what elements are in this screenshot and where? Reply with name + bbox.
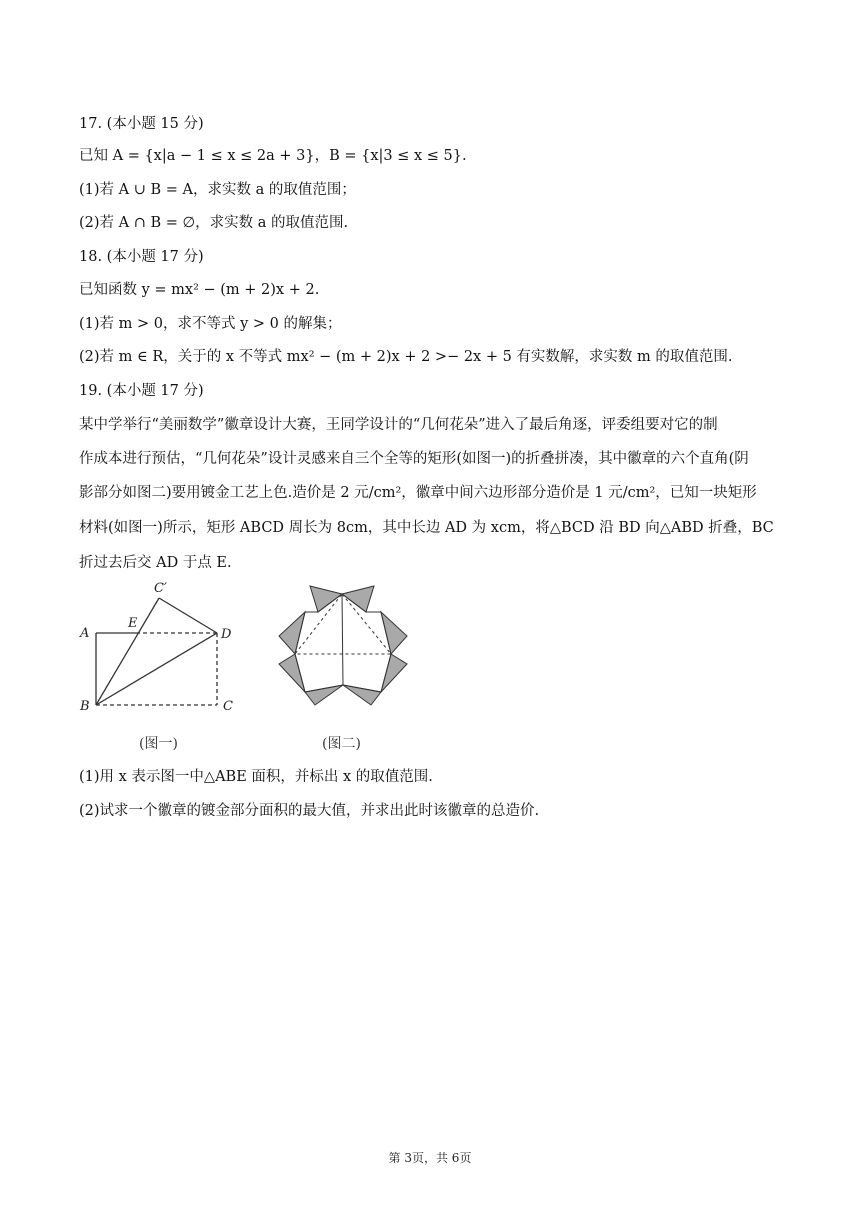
q19-part1: (1)用 x 表示图一中△ABE 面积，并标出 x 的取值范围. xyxy=(79,769,433,785)
q19-text-line4: 材料(如图一)所示，矩形 ABCD 周长为 8cm，其中长边 AD 为 xcm，将△BCD 沿 BD 向△ABD 折叠，BC xyxy=(79,520,774,536)
page-footer: 第 3页，共 6页 xyxy=(388,1151,472,1165)
figure-one-folded-rectangle xyxy=(74,576,244,721)
q18-part1: (1)若 m > 0，求不等式 y > 0 的解集； xyxy=(79,316,342,332)
q17-part2: (2)若 A ∩ B = ∅，求实数 a 的取值范围. xyxy=(79,215,349,231)
q18-header: 18. (本小题 17 分) xyxy=(79,249,204,265)
label-A: A xyxy=(80,626,90,641)
q17-part1: (1)若 A ∪ B = A，求实数 a 的取值范围； xyxy=(79,182,356,198)
q17-header: 17. (本小题 15 分) xyxy=(79,116,204,132)
q19-text-line2: 作成本进行预估，“几何花朵”设计灵感来自三个全等的矩形(如图一)的折叠拼凑，其中徽章的六个直角(阴 xyxy=(79,451,749,467)
figure-two-badge xyxy=(273,581,413,711)
label-B: B xyxy=(80,699,90,714)
q19-text-line5: 折过去后交 AD 于点 E. xyxy=(79,555,232,571)
figure-one-caption: (图一) xyxy=(139,736,178,752)
label-D: D xyxy=(221,627,232,642)
q19-text-line3: 影部分如图二)要用镀金工艺上色.造价是 2 元/cm²，徽章中间六边形部分造价是 1 元/cm²，已知一块矩形 xyxy=(79,485,757,501)
q19-header: 19. (本小题 17 分) xyxy=(79,383,204,399)
label-E: E xyxy=(128,616,138,631)
q17-stem: 已知 A = {x|a − 1 ≤ x ≤ 2a + 3}，B = {x|3 ≤ x ≤ 5}. xyxy=(79,148,467,164)
q19-text-line1: 某中学举行“美丽数学”徽章设计大赛，王同学设计的“几何花朵”进入了最后角逐，评委组要对它的制 xyxy=(79,417,718,433)
q18-part2: (2)若 m ∈ R，关于的 x 不等式 mx² − (m + 2)x + 2 >− 2x + 5 有实数解，求实数 m 的取值范围. xyxy=(79,349,733,365)
label-C: C xyxy=(223,699,233,714)
figure-two-caption: (图二) xyxy=(322,736,361,752)
label-C-prime: C′ xyxy=(154,581,167,596)
q19-part2: (2)试求一个徽章的镀金部分面积的最大值，并求出此时该徽章的总造价. xyxy=(79,803,540,819)
q18-stem: 已知函数 y = mx² − (m + 2)x + 2. xyxy=(79,282,320,298)
